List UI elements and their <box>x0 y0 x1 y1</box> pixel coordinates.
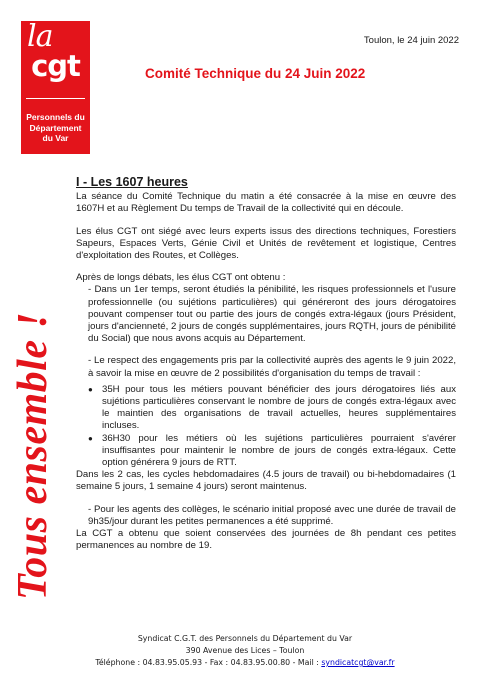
paragraph-2: Les élus CGT ont siégé avec leurs experts issus des directions techniques, Forestiers Sapeurs, Espaces Verts, Génie Civil et Unités de revêtement et logistique, Centres d'exploitation des Routes, et Collèges. <box>76 225 456 262</box>
footer-line-1: Syndicat C.G.T. des Personnels du Département du Var <box>137 634 353 643</box>
footer <box>0 633 490 669</box>
section-heading: I - Les 1607 heures <box>76 175 188 189</box>
options-list <box>76 384 456 469</box>
paragraph-4: - Le respect des engagements pris par la collectivité auprès des agents le 9 juin 2022, à savoir la mise en œuvre de 2 possibilités d'organisation du temps de travail : <box>88 355 456 379</box>
logo-subtitle: Personnels du Département du Var <box>26 112 85 143</box>
logo-cgt-text: cgt <box>31 49 80 83</box>
email-link[interactable]: syndicatcgt@var.fr <box>321 658 395 667</box>
paragraph-6: - Pour les agents des collèges, le scénario initial proposé avec une durée de travail de 9h35/jour durant les petites permanences a été supprimé. <box>88 503 456 527</box>
list-item: ● 35H pour tous les métiers pouvant bénéficier des jours dérogatoires liés aux sujétions particulières conservant le nombre de jours de congés extra-légaux avec le maintien des organisations de travail actuelles, heures supplémentaires incluses. <box>102 384 456 433</box>
paragraph-3-intro: Après de longs débats, les élus CGT ont obtenu : <box>76 272 286 284</box>
paragraph-1: La séance du Comité Technique du matin a été consacrée à la mise en œuvre des 1607H et au Règlement Du temps de Travail de la collectivité qui en découle. <box>76 191 456 215</box>
logo-divider <box>26 98 85 99</box>
cgt-logo <box>21 21 90 154</box>
paragraph-7: La CGT a obtenu que soient conservées des journées de 8h pendant ces petites permanences au nombre de 19. <box>76 528 456 552</box>
paragraph-5: Dans les 2 cas, les cycles hebdomadaires (4.5 jours de travail) ou bi-hebdomadaires (1 semaine 5 jours, 1 semaine 4 jours) seront maintenus. <box>76 469 456 493</box>
document-body <box>76 176 456 562</box>
footer-line-3: Téléphone : 04.83.95.05.93 - Fax : 04.83.95.00.80 - Mail : syndicatcgt@var.fr <box>95 658 395 667</box>
footer-line-2: 390 Avenue des Lices – Toulon <box>185 646 305 655</box>
page-title: Comité Technique du 24 Juin 2022 <box>145 66 366 81</box>
side-slogan: Tous ensemble ! <box>10 311 56 600</box>
list-item: ● 36H30 pour les métiers où les sujétions particulières pourraient s'avérer insuffisantes pour maintenir le nombre de jours de congés extra-légaux. Cette option générera 9 jours de RTT. <box>102 433 456 470</box>
paragraph-3-item: - Dans un 1er temps, seront étudiés la pénibilité, les risques professionnels et l'usure professionnelle (ou sujétions particulières) qui généreront des jours dérogatoires pouvant compenser tout ou partie des jours de congés extra-légaux (jours Président, jours d'ancienneté, 2 jours de congés supplémentaires, jours RQTH, jours de pénibilité du Social) que nous avons acquis au Département. <box>88 284 456 345</box>
document-date: Toulon, le 24 juin 2022 <box>363 35 459 46</box>
logo-la-text: la <box>27 19 53 54</box>
